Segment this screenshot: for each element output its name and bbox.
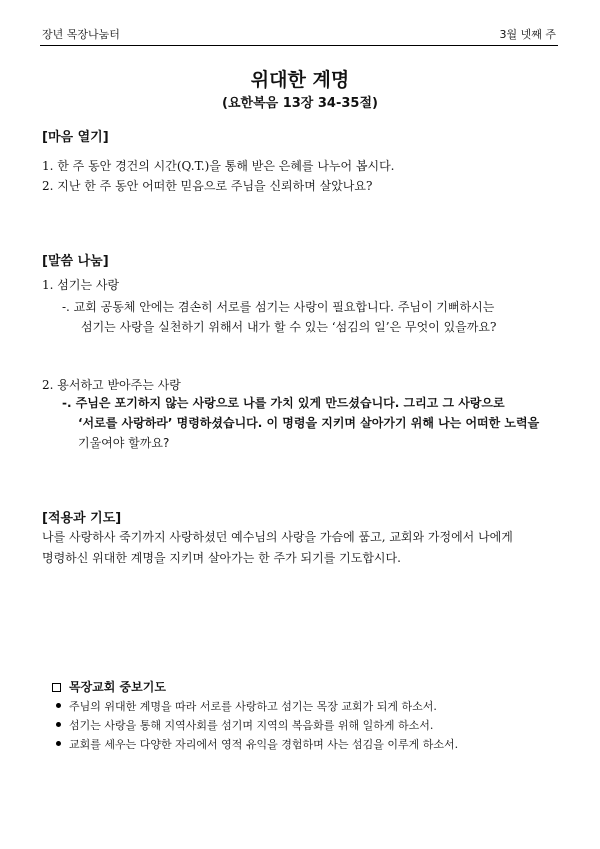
prayer-item-1 xyxy=(56,699,437,715)
sharing-q1-line-1: -. 교회 공동체 안에는 겸손히 서로를 섬기는 사랑이 필요합니다. 주님이 기뻐하시는 xyxy=(62,300,495,314)
sharing-q2-line-2: ‘서로를 사랑하라’ 명령하셨습니다. 이 명령을 지키며 살아가기 위해 나는 어떠한 노력을 xyxy=(78,416,540,430)
opening-item-1: 1. 한 주 동안 경건의 시간(Q.T.)을 통해 받은 은혜를 나누어 봅시다. xyxy=(42,159,395,173)
sharing-heading: [말씀 나눔] xyxy=(42,254,109,269)
prayer-item-text: 섬기는 사랑을 통해 지역사회를 섬기며 지역의 복음화를 위해 일하게 하소서. xyxy=(69,719,434,732)
header-left: 장년 목장나눔터 xyxy=(42,28,120,41)
checkbox-icon xyxy=(52,683,61,692)
prayer-heading xyxy=(52,678,166,696)
prayer-heading-text: 목장교회 중보기도 xyxy=(69,680,166,694)
prayer-item-3 xyxy=(56,737,458,753)
sharing-q1-title: 1. 섬기는 사랑 xyxy=(42,278,120,292)
prayer-item-text: 주님의 위대한 계명을 따라 서로를 사랑하고 섬기는 목장 교회가 되게 하소서. xyxy=(69,700,437,713)
page-header xyxy=(40,25,558,46)
application-line-2: 명령하신 위대한 계명을 지키며 살아가는 한 주가 되기를 기도합시다. xyxy=(42,551,401,565)
sharing-q1-line-2: 섬기는 사랑을 실천하기 위해서 내가 할 수 있는 ‘섬김의 일’은 무엇이 있을까요? xyxy=(81,320,497,334)
bullet-icon xyxy=(56,741,61,746)
opening-item-2: 2. 지난 한 주 동안 어떠한 믿음으로 주님을 신뢰하며 살았나요? xyxy=(42,179,373,193)
sharing-q2-title: 2. 용서하고 받아주는 사랑 xyxy=(42,378,181,392)
bullet-icon xyxy=(56,703,61,708)
header-right: 3월 넷째 주 xyxy=(499,28,556,41)
application-heading: [적용과 기도] xyxy=(42,511,122,526)
bullet-icon xyxy=(56,722,61,727)
scripture-reference: (요한복음 13장 34-35절) xyxy=(222,96,378,111)
opening-heading: [마음 열기] xyxy=(42,130,109,145)
sharing-q2-line-3: 기울여야 할까요? xyxy=(78,436,170,450)
prayer-item-2 xyxy=(56,718,433,734)
sharing-q2-line-1: -. 주님은 포기하지 않는 사랑으로 나를 가치 있게 만드셨습니다. 그리고 그 사랑으로 xyxy=(62,396,505,410)
document-title: 위대한 계명 xyxy=(250,69,350,91)
application-line-1: 나를 사랑하사 죽기까지 사랑하셨던 예수님의 사랑을 가슴에 품고, 교회와 가정에서 나에게 xyxy=(42,530,513,544)
prayer-item-text: 교회를 세우는 다양한 자리에서 영적 유익을 경험하며 사는 섬김을 이루게 하소서. xyxy=(69,738,459,751)
